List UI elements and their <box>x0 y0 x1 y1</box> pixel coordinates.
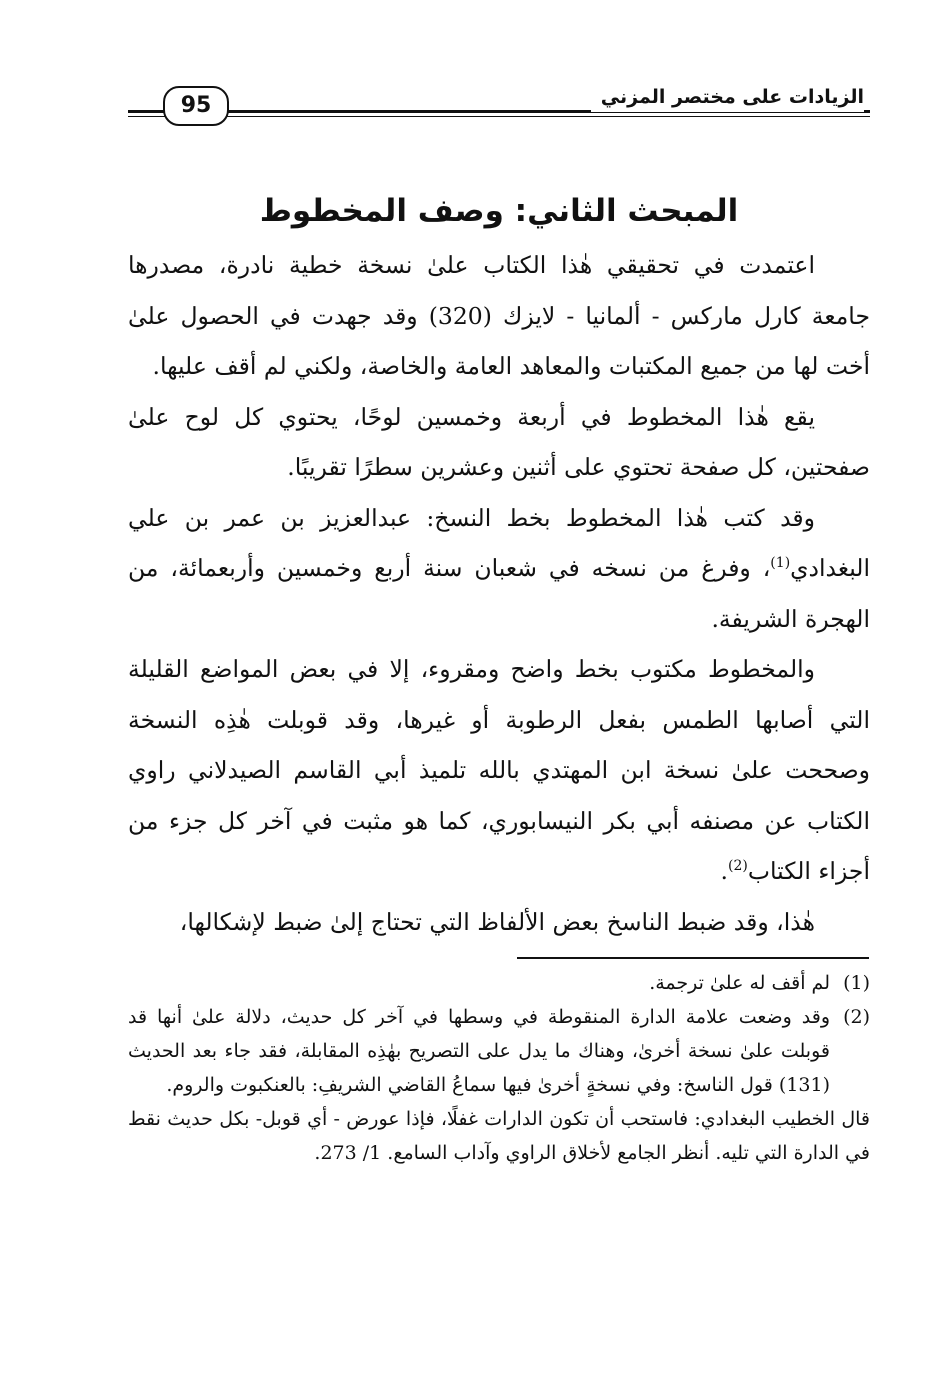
footnote-separator <box>517 957 869 959</box>
body-text <box>128 240 870 947</box>
paragraph <box>128 644 870 897</box>
footnotes <box>128 966 870 1170</box>
running-title: الزيادات على مختصر المزني <box>591 82 864 112</box>
footnote-number: (1) <box>843 972 870 994</box>
paragraph-text: . <box>720 857 729 885</box>
paragraph-text: وقد كتب هٰذا المخطوط بخط النسخ: عبدالعزيز بن عمر بن علي البغدادي <box>128 503 870 582</box>
footnote-text: قال الخطيب البغدادي: فاستحب أن تكون الدارات غفلًا، فإذا عورض - أي قوبل- بكل حديث نقط في الدارة التي تليه. أنظر الجامع لأخلاق الراوي وآداب السامع. 1/ 273. <box>128 1108 870 1164</box>
footnote-text: وقد وضعت علامة الدارة المنقوطة في وسطها في آخر كل حديث، دلالة علىٰ أنها قد قوبلت علىٰ نسخة أخرىٰ، وهناك ما يدل على التصريح بهٰذِه المقابلة، فقد جاء بعد الحديث (131) قول الناسخ: وفي نسخةٍ أخرىٰ فيها سماعُ القاضي الشريفِ: بالعنكبوت والروم. <box>128 1006 830 1096</box>
paragraph-text: ، وفرغ من نسخه في شعبان سنة أربع وخمسين وأربعمائة، من الهجرة الشريفة. <box>128 554 870 633</box>
page-header <box>128 82 870 126</box>
footnote <box>128 1000 870 1102</box>
paragraph <box>128 493 870 645</box>
paragraph: هٰذا، وقد ضبط الناسخ بعض الألفاظ التي تحتاج إلىٰ ضبط لإشكالها، <box>179 907 815 936</box>
paragraph: اعتمدت في تحقيقي هٰذا الكتاب علىٰ نسخة خطية نادرة، مصدرها جامعة كارل ماركس - ألمانيا - لايزك (320) وقد جهدت في الحصول علىٰ أخت لها من جميع المكتبات والمعاهد العامة والخاصة، ولكني لم أقف عليها. <box>128 251 870 380</box>
footnote-ref[interactable]: (2) <box>728 858 748 875</box>
footnote-ref[interactable]: (1) <box>770 555 791 572</box>
footnote <box>128 966 870 1000</box>
page-number: 95 <box>163 86 229 126</box>
paragraph: يقع هٰذا المخطوط في أربعة وخمسين لوحًا، يحتوي كل لوح علىٰ صفحتين، كل صفحة تحتوي على أثنين وعشرين سطرًا تقريبًا. <box>128 402 870 481</box>
section-title: المبحث الثاني: وصف المخطوط <box>259 193 739 229</box>
footnote-text: لم أقف له علىٰ ترجمة. <box>649 972 830 994</box>
header-rule-thin <box>128 116 870 117</box>
footnote-number: (2) <box>843 1006 870 1028</box>
paragraph-text: والمخطوط مكتوب بخط واضح ومقروء، إلا في بعض المواضع القليلة التي أصابها الطمس بفعل الرطوبة أو غيرها، وقد قوبلت هٰذِه النسخة وصححت علىٰ نسخة ابن المهتدي بالله تلميذ أبي القاسم الصيدلاني راوي الكتاب عن مصنفه أبي بكر النيسابوري، كما هو مثبت في آخر كل جزء من أجزاء الكتاب <box>128 655 870 885</box>
